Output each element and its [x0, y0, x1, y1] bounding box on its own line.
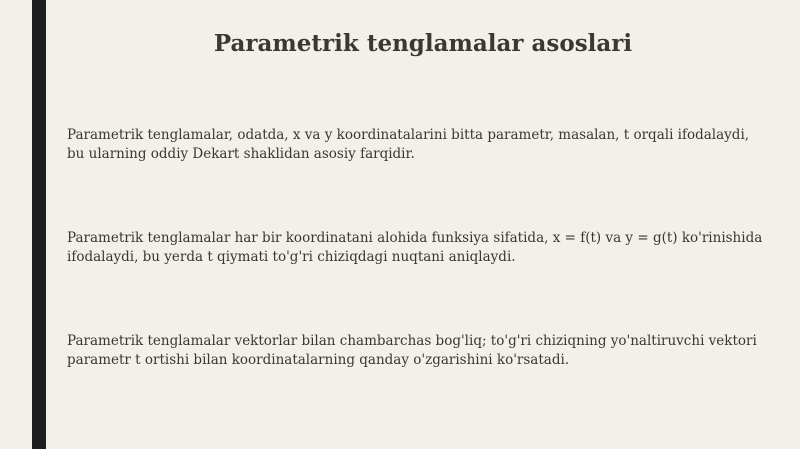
paragraph-1: Parametrik tenglamalar, odatda, x va y koordinatalarini bitta parametr, masalan, t orqali ifodalaydi, bu ularning oddiy Dekart shaklidan asosiy farqidir. — [67, 127, 750, 162]
slide-title: Parametrik tenglamalar asoslari — [213, 30, 633, 57]
left-accent-bar — [32, 0, 46, 449]
paragraph-2: Parametrik tenglamalar har bir koordinatani alohida funksiya sifatida, x = f(t) va y = g(t) ko'rinishida ifodalaydi, bu yerda t qiymati to'g'ri chiziqdagi nuqtani aniqlaydi. — [67, 230, 763, 265]
paragraph-3: Parametrik tenglamalar vektorlar bilan chambarchas bog'liq; to'g'ri chiziqning yo'naltiruvchi vektori parametr t ortishi bilan koordinatalarning qanday o'zgarishini ko'rsatadi. — [67, 333, 757, 368]
